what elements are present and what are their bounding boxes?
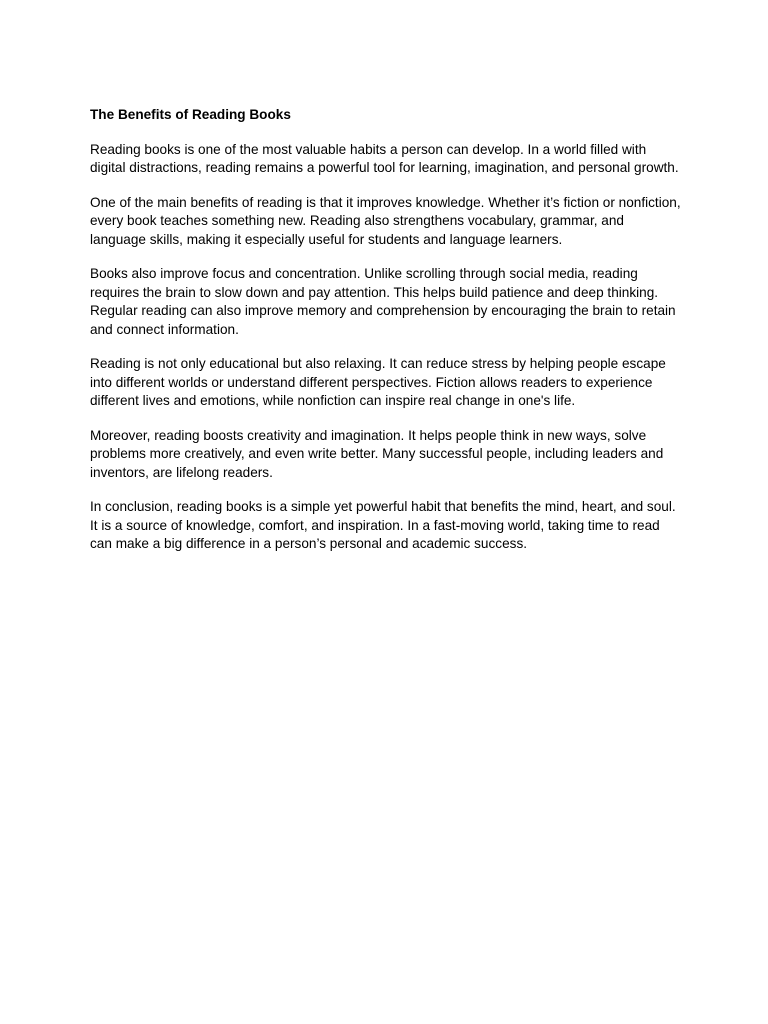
paragraph-relaxation: Reading is not only educational but also relaxing. It can reduce stress by helping people escape into different worlds or understand different perspectives. Fiction allows readers to experience different lives and emotions, while nonfiction can inspire real change in one's life. bbox=[90, 356, 666, 408]
paragraph-conclusion: In conclusion, reading books is a simple yet powerful habit that benefits the mind, heart, and soul. It is a source of knowledge, comfort, and inspiration. In a fast-moving world, taking time to read can make a big difference in a person’s personal and academic success. bbox=[90, 499, 676, 551]
document-body bbox=[90, 106, 682, 570]
paragraph-introduction: Reading books is one of the most valuable habits a person can develop. In a world filled with digital distractions, reading remains a powerful tool for learning, imagination, and personal growth. bbox=[90, 141, 679, 175]
paragraph-knowledge: One of the main benefits of reading is that it improves knowledge. Whether it’s fiction or nonfiction, every book teaches something new. Reading also strengthens vocabulary, grammar, and language skills, making it especially useful for students and language learners. bbox=[90, 194, 681, 247]
paragraph-focus: Books also improve focus and concentration. Unlike scrolling through social media, reading requires the brain to slow down and pay attention. This helps build patience and deep thinking. Regular reading can also improve memory and comprehension by encouraging the brain to retain and connect information. bbox=[90, 266, 676, 337]
document-title: The Benefits of Reading Books bbox=[90, 107, 291, 122]
paragraph-creativity: Moreover, reading boosts creativity and imagination. It helps people think in new ways, solve problems more creatively, and even write better. Many successful people, including leaders and inventors, are lifelong readers. bbox=[90, 427, 664, 480]
